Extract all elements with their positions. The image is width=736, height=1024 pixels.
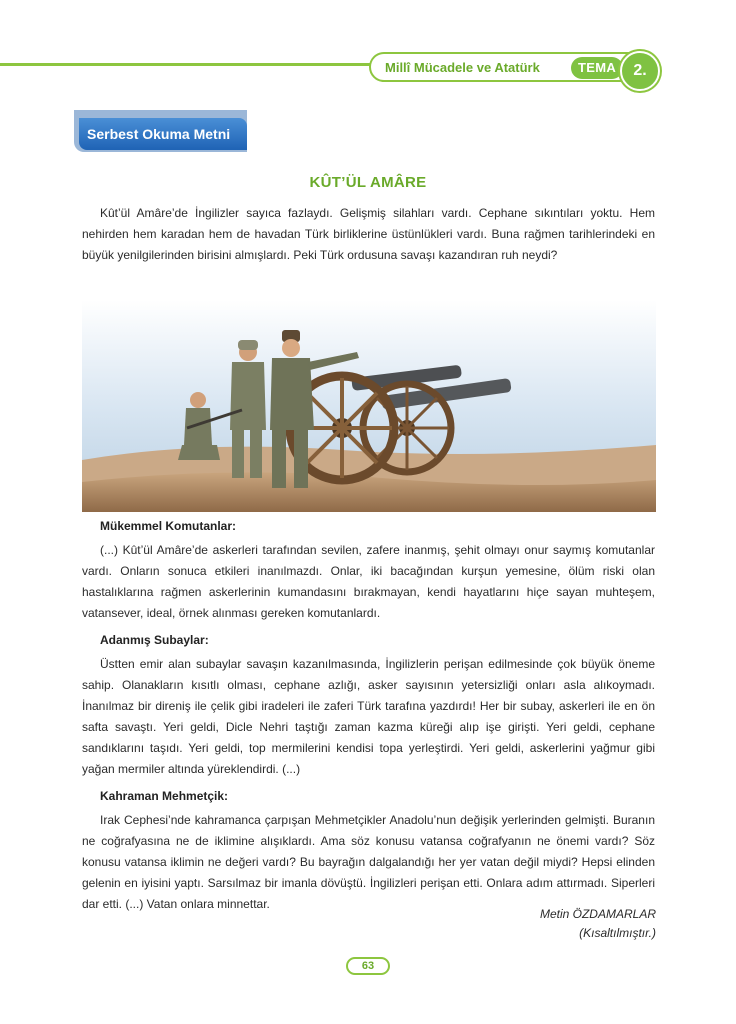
abridged-note: (Kısaltılmıştır.): [579, 926, 656, 940]
section-heading-komutanlar: Mükemmel Komutanlar:: [100, 519, 237, 533]
battle-illustration: [82, 300, 656, 512]
section-text-subaylar: Üstten emir alan subaylar savaşın kazanılmasında, İngilizlerin perişan edilmesinde çok büyük öneme sahip. Olanakların kısıtlı olması, cephane azlığı, asker sayısının yetersizliği onları asla alıkoymadı. İnanılmaz bir direniş ile çelik gibi iradeleri ile zaferi Türk tarafına yazdırdı! Her bir subay, askerleri ile en ön safta savaştı. Yeri geldi, Dicle Nehri taştığı zaman kazma küreği alıp işe girişti. Yeri geldi, cephane sandıklarını taşıdı. Yeri geldi, top mermilerini kendisi topa yerleştirdi. Yeri geldi, askerlerini yağmur gibi yağan mermiler altında yüreklendirdi. (...): [82, 657, 655, 776]
intro-paragraph: Kût’ül Amâre’de İngilizler sayıca fazlaydı. Gelişmiş silahları vardı. Cephane sıkıntıları yoktu. Hem nehirden hem karadan hem de havadan Türk birliklerine üstünlükleri vardı. Buna rağmen tarihlerindeki en büyük yenilgilerinden birisini almışlardı. Peki Türk ordusuna savaşı kazandıran ruh neydi?: [82, 206, 655, 262]
reading-tag: Serbest Okuma Metni: [79, 118, 247, 150]
section-heading-subaylar: Adanmış Subaylar:: [100, 633, 209, 647]
author-block: [540, 905, 656, 943]
section-text-mehmetcik: Irak Cephesi’nde kahramanca çarpışan Mehmetçikler Anadolu’nun değişik yerlerinden gelmişti. Buranın ne coğrafyasına ne de iklimine alışıklardı. Ama söz konusu vatansa coğrafyanın ne önemi vardı? Söz konusu vatansa iklimin ne değeri vardı? Bu bayrağın dalgalandığı her yer vatan değil miydi? Hepsi elinden gelenin en iyisini yaptı. Sarsılmaz bir imanla dövüştü. İngilizleri perişan etti. Onlara adım attırmadı. Siperleri dar etti. (...) Vatan onlara minnettar.: [82, 813, 655, 911]
header-tema-number: 2.: [620, 51, 660, 91]
header-rule: [0, 63, 372, 66]
page-title: KÛT’ÜL AMÂRE: [309, 174, 427, 191]
section-heading-mehmetcik: Kahraman Mehmetçik:: [100, 789, 229, 803]
header-tema-badge: TEMA: [571, 57, 623, 79]
header-section-title: Millî Mücadele ve Atatürk: [385, 60, 540, 75]
section-text-komutanlar: (...) Kût’ül Amâre’de askerleri tarafından sevilen, zafere inanmış, şehit olmayı onur saymış komutanlar vardı. Onların sonuca etkileri inanılmazdı. Onlar, iki bacağından kurşun yemesine, ölüm riski olan hastalıklarına rağmen askerlerinin kumandasını bırakmayan, kendi hayatlarını hiçe sayan muhteşem, vatansever, ideal, örnek alınması gereken komutanlardı.: [82, 543, 655, 620]
author-name: Metin ÖZDAMARLAR: [539, 907, 656, 921]
page-number: 63: [346, 957, 390, 975]
